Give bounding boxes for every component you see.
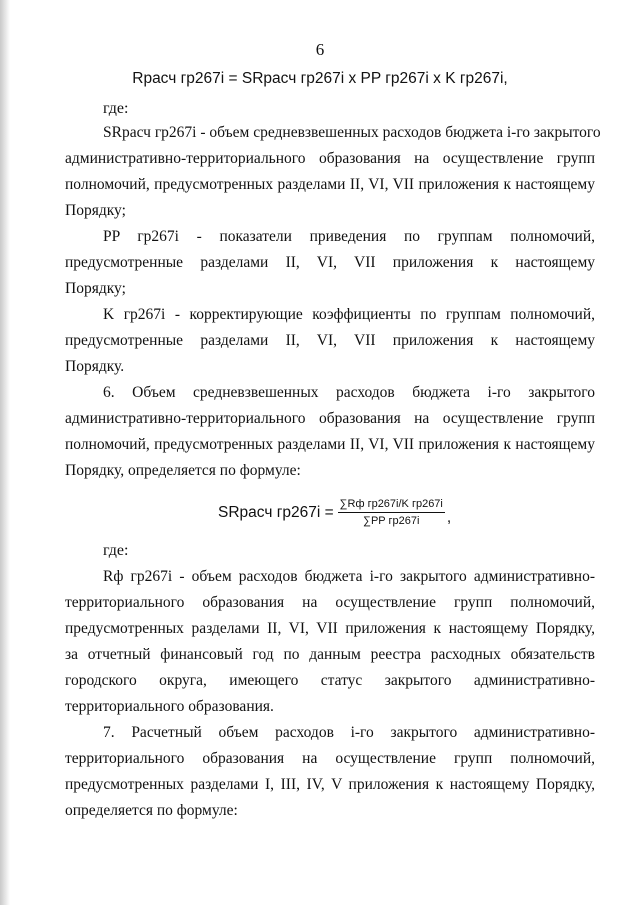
paragraph-line: Порядку.	[65, 358, 125, 375]
paragraph-line: за отчетный финансовый год по данным реестра расходных обязательств	[65, 646, 595, 663]
paragraph-pp-definition	[65, 224, 595, 302]
paragraph-line: административно-территориального образования на осуществление групп	[65, 410, 595, 427]
paragraph-line: предусмотренные разделами II, VI, VII приложения к настоящему	[65, 254, 595, 271]
scan-edge-shadow	[0, 0, 10, 905]
paragraph-line: K гр267i - корректирующие коэффициенты по группам полномочий,	[103, 306, 595, 323]
paragraph-line: Rф гр267i - объем расходов бюджета i-го закрытого административно-	[103, 568, 595, 585]
paragraph-line: предусмотренных разделами II, VI, VII приложения к настоящему Порядку,	[65, 620, 595, 637]
formula-tail: ,	[446, 508, 452, 526]
paragraph-line: территориального образования.	[65, 698, 274, 715]
page-number: 6	[315, 40, 325, 59]
paragraph-rf-definition	[65, 564, 595, 720]
paragraph-line: 7. Расчетный объем расходов i-го закрытого административно-	[103, 724, 595, 741]
paragraph-line: Порядку;	[65, 280, 126, 297]
paragraph-line: городского округа, имеющего статус закрытого административно-	[65, 672, 595, 689]
paragraph-line: территориального образования на осуществление групп полномочий,	[65, 594, 595, 611]
clause-7	[65, 720, 595, 824]
paragraph-line: административно-территориального образования на осуществление групп	[65, 150, 595, 167]
formula-lhs: SRрасч гр267i =	[218, 503, 334, 521]
paragraph-line: PP гр267i - показатели приведения по группам полномочий,	[103, 228, 595, 245]
where-label-2: где:	[103, 542, 129, 559]
paragraph-line: Порядку, определяется по формуле:	[65, 462, 301, 479]
formula-rrasch: Rрасч гр267i = SRрасч гр267i x PP гр267i x K гр267i,	[132, 70, 508, 87]
paragraph-line: 6. Объем средневзвешенных расходов бюджета i-го закрытого	[103, 384, 595, 401]
formula-denominator: ∑PP гр267i	[363, 515, 420, 527]
paragraph-line: территориального образования на осуществление групп полномочий,	[65, 750, 595, 767]
formula-numerator: ∑Rф гр267i/K гр267i	[338, 498, 445, 513]
paragraph-line: предусмотренных разделами I, III, IV, V приложения к настоящему Порядку,	[65, 776, 595, 793]
formula-srasch	[218, 498, 451, 527]
paragraph-line: Порядку;	[65, 202, 126, 219]
paragraph-line: полномочий, предусмотренных разделами II, VI, VII приложения к настоящему	[65, 176, 595, 193]
paragraph-line: определяется по формуле:	[65, 802, 238, 819]
formula-fraction	[338, 498, 445, 527]
paragraph-line: предусмотренные разделами II, VI, VII приложения к настоящему	[65, 332, 595, 349]
paragraph-srasch-definition	[65, 120, 601, 224]
clause-6	[65, 380, 595, 484]
paragraph-line: полномочий, предусмотренных разделами II, VI, VII приложения к настоящему	[65, 436, 595, 453]
paragraph-k-definition	[65, 302, 595, 380]
where-label-1: где:	[103, 100, 129, 117]
paragraph-line: SRрасч гр267i - объем средневзвешенных расходов бюджета i-го закрытого	[103, 124, 601, 141]
